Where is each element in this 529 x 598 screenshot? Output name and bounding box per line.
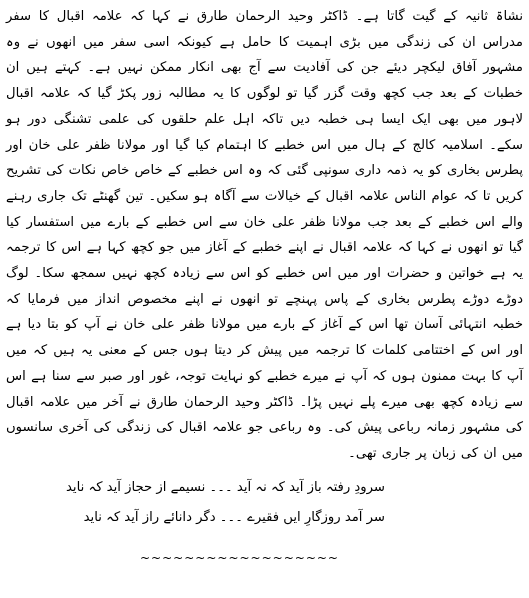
rubai-verses [6, 473, 523, 533]
article-paragraph: نشاۃ ثانیہ کے گیت گاتا ہے۔ ڈاکٹر وحید الرحمان طارق نے کہا کہ علامہ اقبال کا سفر مدراس ان کی زندگی میں بڑی اہمیت کا حامل ہے کیونکہ اسی سفر میں انھوں نے وہ مشہور آفاق لیکچر دیئے جن کی آفادیت سے آج بھی انکار ممکن نہیں ہے۔ کہتے ہیں ان خطبات کے بعد جب کچھ وقت گزر گیا تو لوگوں کا یہ مطالبہ زور پکڑ گیا کہ علامہ اقبال لاہور میں بھی ایک ایسا ہی خطبہ دیں تاکہ اہل علم حلقوں کی علمی تشنگی دور ہو سکے۔ اسلامیہ کالج کے ہال میں اس خطبے کا اہتمام کیا گیا اور مولانا ظفر علی خان اور پطرس بخاری کو یہ ذمہ داری سونپی گئی کہ وہ اس خطبے کے خاص خاص نکات کی تشریح کریں تا کہ عوام الناس علامہ اقبال کے خیالات سے آگاہ ہو سکیں۔ تین گھنٹے تک جاری رہنے والے اس خطبے کے بعد جب مولانا ظفر علی خان سے اس خطبے کے بارے میں استفسار کیا گیا تو انھوں نے کہا کہ علامہ اقبال نے اپنے خطبے کے آغاز میں جو کچھ کہا ہے اس کا ترجمہ یہ ہے خواتین و حضرات اور میں اس خطبے کو اس سے زیادہ کچھ نہیں سمجھ سکا۔ لوگ دوڑے دوڑے پطرس بخاری کے پاس پہنچے تو انھوں نے اپنے مخصوص انداز میں فرمایا کہ خطبہ انتہائی آسان تھا اس کے آغاز کے بارے میں مولانا ظفر علی خان نے آپ کو بتا دیا ہے اور اس کے اختتامی کلمات کا ترجمہ میں پیش کر دیتا ہوں جس کے معنی یہ ہیں کہ میں آپ کا بہت ممنون ہوں کہ آپ نے میرے خطبے کو نہایت توجہ، غور اور صبر سے سنا ہے اس سے زیادہ کچھ بھی میرے پلے نہیں پڑا۔ ڈاکٹر وحید الرحمان طارق نے آخر میں علامہ اقبال کی مشہور زمانہ رباعی پیش کی۔ وہ رباعی جو علامہ اقبال کی زندگی کی آخری سانسوں میں ان کی زبان پر جاری تھی۔ [6, 9, 523, 461]
verse-line-1: سرودِ رفتہ باز آید کہ نہ آید ۔۔۔ نسیمے از حجاز آید کہ ناید [66, 479, 385, 495]
tilde-separator: ~~~~~~~~~~~~~~~~~~ [140, 550, 339, 565]
verse-line-2: سر آمد روزگارِ ایں فقیرے ۔۔۔ دگر دانائے راز آید کہ ناید [83, 509, 385, 525]
